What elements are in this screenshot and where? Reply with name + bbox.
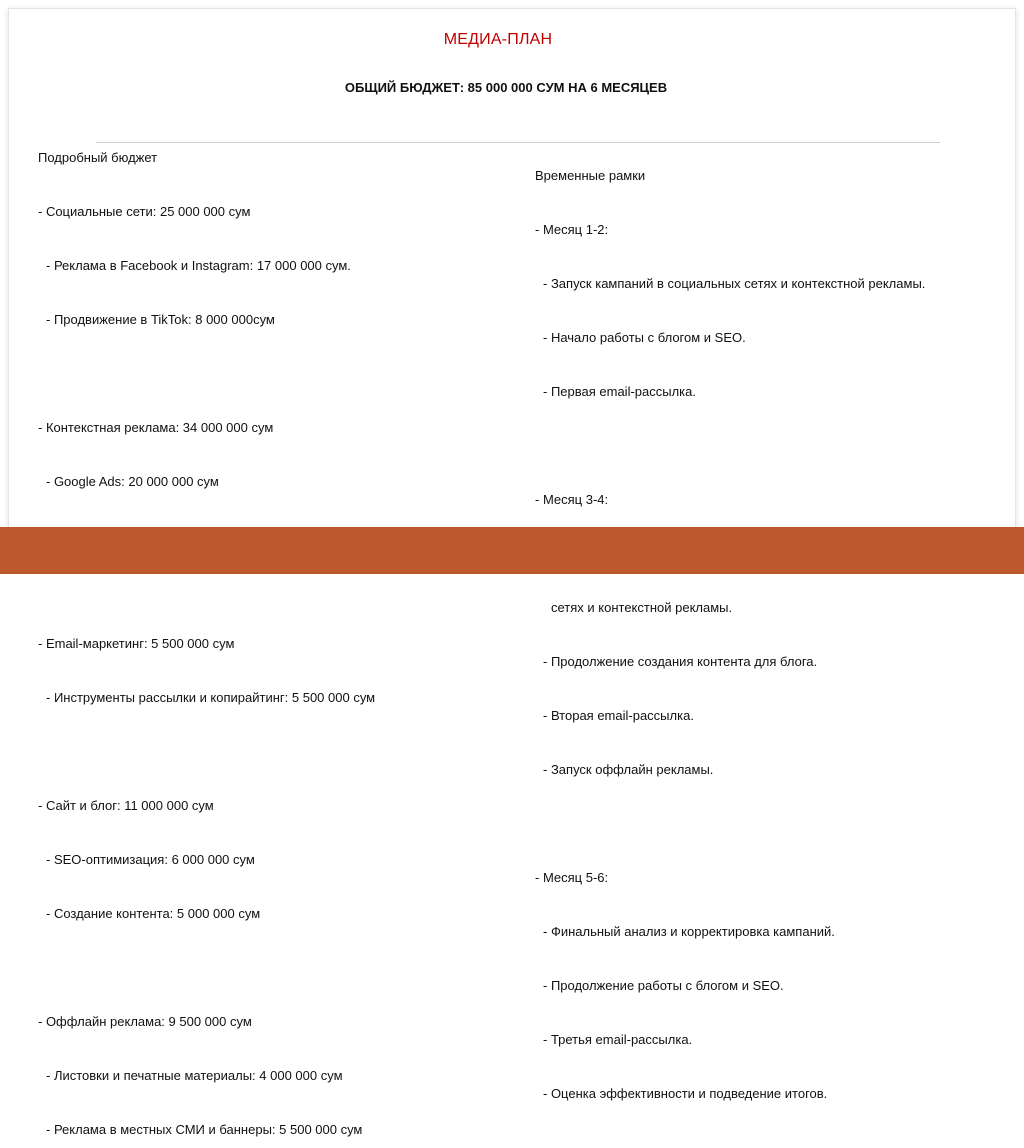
timeline-item: - Начало работы с блогом и SEO. xyxy=(543,330,746,345)
timeline-item-continued: сетях и контекстной рекламы. xyxy=(551,600,733,615)
timeline-column xyxy=(535,131,925,1121)
timeline-item: - Третья email-рассылка. xyxy=(543,1032,693,1047)
budget-item: - Реклама в Facebook и Instagram: 17 000 000 сум. xyxy=(46,258,351,273)
timeline-period: - Месяц 1-2: xyxy=(535,222,609,237)
timeline-item: - Первая email-рассылка. xyxy=(543,384,696,399)
timeline-item: - Оценка эффективности и подведение итогов. xyxy=(543,1086,828,1101)
budget-heading: Подробный бюджет xyxy=(38,150,158,165)
spacer xyxy=(535,437,925,455)
total-budget: ОБЩИЙ БЮДЖЕТ: 85 000 000 СУМ НА 6 МЕСЯЦЕВ xyxy=(344,80,668,95)
timeline-item: - Запуск оффлайн рекламы. xyxy=(543,762,714,777)
timeline-item: - Запуск кампаний в социальных сетях и контекстной рекламы. xyxy=(543,276,926,291)
timeline-item: - Финальный анализ и корректировка кампаний. xyxy=(543,924,835,939)
budget-item: - Реклама в местных СМИ и баннеры: 5 500 000 сум xyxy=(46,1122,363,1137)
timeline-period: - Месяц 5-6: xyxy=(535,870,609,885)
spacer xyxy=(38,581,375,599)
budget-column xyxy=(38,113,375,1148)
timeline-period: - Месяц 3-4: xyxy=(535,492,609,507)
budget-item: - Google Ads: 20 000 000 сум xyxy=(46,474,219,489)
budget-item: - Продвижение в TikTok: 8 000 000сум xyxy=(46,312,275,327)
timeline-item: - Вторая email-рассылка. xyxy=(543,708,694,723)
budget-category: - Email-маркетинг: 5 500 000 сум xyxy=(38,636,235,651)
budget-category: - Оффлайн реклама: 9 500 000 сум xyxy=(38,1014,252,1029)
spacer xyxy=(38,365,375,383)
budget-item: - Создание контента: 5 000 000 сум xyxy=(46,906,261,921)
timeline-item: - Продолжение создания контента для блога. xyxy=(543,654,818,669)
spacer xyxy=(535,815,925,833)
budget-item: - SEO-оптимизация: 6 000 000 сум xyxy=(46,852,255,867)
spacer xyxy=(38,743,375,761)
timeline-heading: Временные рамки xyxy=(535,168,646,183)
budget-item: - Инструменты рассылки и копирайтинг: 5 500 000 сум xyxy=(46,690,376,705)
budget-category: - Контекстная реклама: 34 000 000 сум xyxy=(38,420,274,435)
timeline-item: - Продолжение работы с блогом и SEO. xyxy=(543,978,784,993)
spacer xyxy=(38,959,375,977)
footer-accent-bar xyxy=(0,527,1024,574)
budget-item: - Листовки и печатные материалы: 4 000 000 сум xyxy=(46,1068,343,1083)
slide-title: МЕДИА-ПЛАН xyxy=(443,31,553,48)
budget-category: - Социальные сети: 25 000 000 сум xyxy=(38,204,251,219)
budget-category: - Сайт и блог: 11 000 000 сум xyxy=(38,798,214,813)
